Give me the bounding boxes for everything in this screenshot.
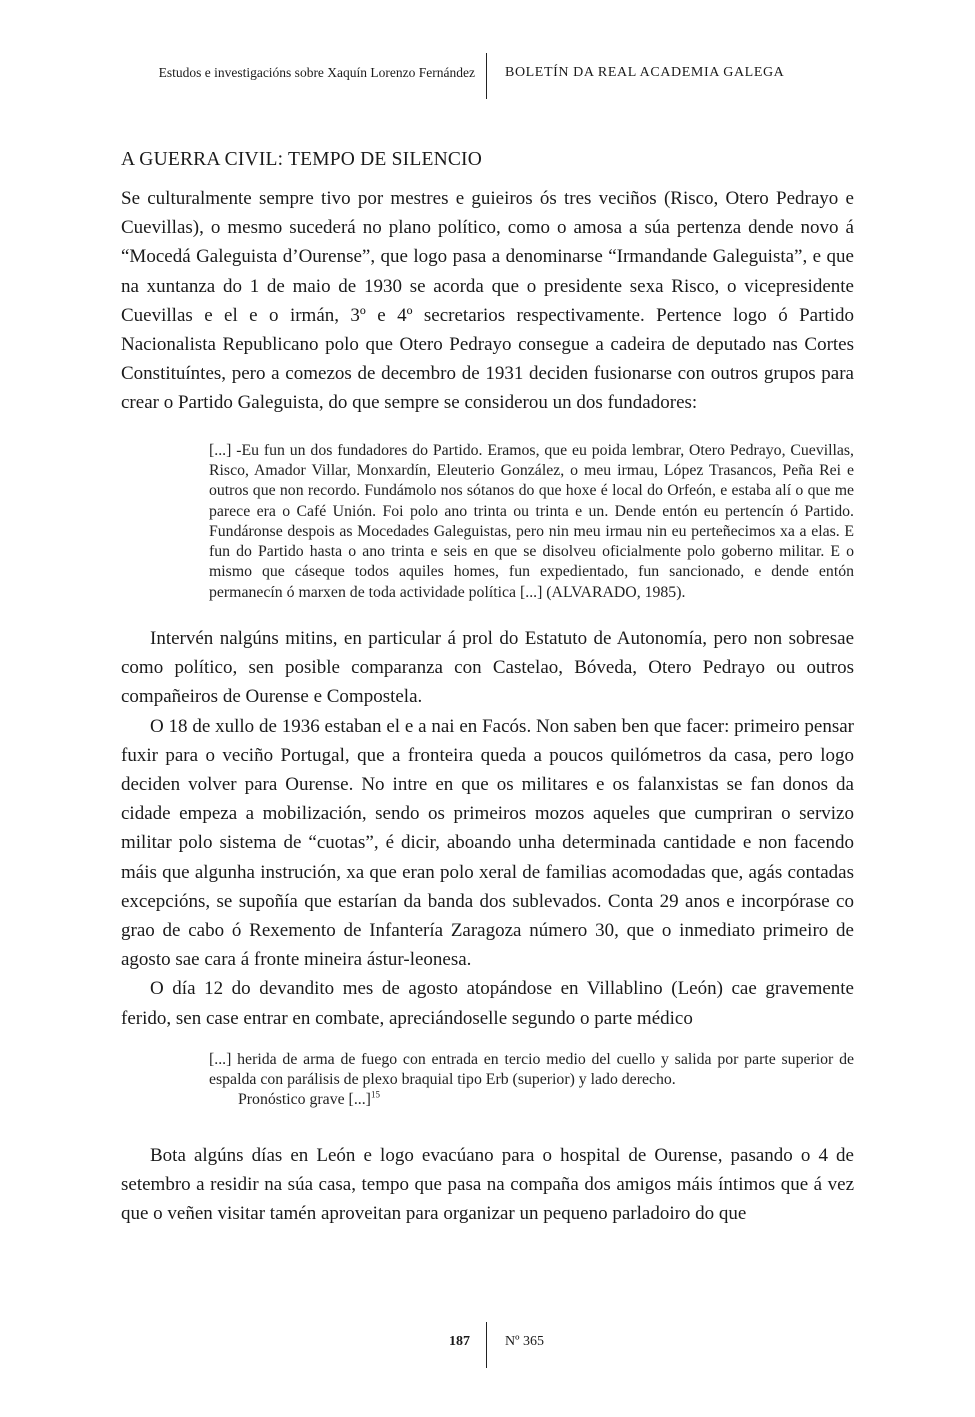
page-number: 187 (449, 1334, 470, 1349)
running-footer (0, 1322, 975, 1368)
block-quote-2-last-line (209, 1090, 854, 1110)
paragraph-5: Bota algúns días en León e logo evacúano para o hospital de Ourense, pasando o 4 de setembro a residir na súa casa, tempo que pasa na compaña dos amigos máis íntimos que á vez que o veñen visitar tamén aproveitan para organizar un pequeno parladoiro do que (121, 1144, 854, 1225)
page-body (121, 146, 854, 1228)
running-header (0, 53, 975, 99)
header-journal-title: BOLETÍN DA REAL ACADEMIA GALEGA (505, 65, 785, 80)
header-article-title: Estudos e investigacións sobre Xaquín Lorenzo Fernández (158, 65, 475, 80)
block-quote-2-last-text: Pronóstico grave [...] (238, 1091, 371, 1109)
header-divider (486, 53, 487, 99)
footer-divider (486, 1322, 487, 1368)
footnote-marker[interactable]: 15 (370, 1090, 380, 1101)
paragraph-4: O día 12 do devandito mes de agosto atopándose en Villablino (León) cae gravemente ferido, sen case entrar en combate, apreciándoselle segundo o parte médico (121, 978, 854, 1029)
block-quote-1-text: [...] -Eu fun un dos fundadores do Partido. Eramos, que eu poida lembrar, Otero Pedrayo, Cuevillas, Risco, Amador Villar, Monxardín, Eleuterio González, o meu irmau, López Trasancos, Peña Rei e outros que non recordo. Fundámolo nos sótanos do que hoxe é local do Orfeón, e estaba alí o que me parece era o Café Unión. Foi polo ano trinta ou trinta e un. Dende entón eu pertencín ó Partido. Fundáronse despois as Mocedades Galeguistas, pero nin meu irmau nin eu perteñecimos xa a elas. E fun do Partido hasta o ano trinta e seis en que se disolveu oficialmente polo goberno militar. E o mismo que cáseque todos aquiles homes, fun expedientado, fun sancionado, e dende entón permanecín ó marxen de toda actividade política [...] (ALVARADO, 1985). (209, 441, 854, 601)
block-quote-2 (209, 1050, 854, 1111)
block-quote-2-text: [...] herida de arma de fuego con entrada en tercio medio del cuello y salida por parte superior de espalda con parálisis de plexo braquial tipo Erb (superior) y lado derecho. (209, 1050, 854, 1089)
issue-number: Nº 365 (505, 1334, 544, 1349)
block-quote-1 (209, 441, 854, 603)
paragraph-3: O 18 de xullo de 1936 estaban el e a nai en Facós. Non saben ben que facer: primeiro pensar fuxir para o veciño Portugal, que a fronteira queda a poucos quilómetros da casa, pero logo deciden volver para Ourense. No intre en que os militares e os falanxistas se fan donos da cidade empeza a mobilización, sendo os primeiros mozos aqueles que cumpriran o servizo militar polo sistema de “cuotas”, é dicir, aboando unha determinada cantidade e non facendo máis que algunha instrución, xa que eran polo xeral de familias acomodadas que, agás contadas excepcións, se supoñía que estarían da banda dos sublevados. Conta 29 anos e incorpórase co grao de cabo ó Rexemento de Infantería Zaragoza número 30, que o inmediato primeiro de agosto sae cara á fronte mineira ástur-leonesa. (121, 715, 854, 971)
section-title: A GUERRA CIVIL: TEMPO DE SILENCIO (121, 149, 483, 170)
paragraph-2: Intervén nalgúns mitins, en particular á prol do Estatuto de Autonomía, pero non sobresae como político, sen posible comparanza con Castelao, Bóveda, Otero Pedrayo ou outros compañeiros de Ourense e Compostela. (121, 628, 854, 708)
paragraph-1: Se culturalmente sempre tivo por mestres e guieiros ós tres veciños (Risco, Otero Pedrayo e Cuevillas), o mesmo sucederá no plano político, como o amosa a súa pertenza dende novo á “Mocedá Galeguista d’Ourense”, que logo pasa a denominarse “Irmandande Galeguista”, e que na xuntanza do 1 de maio de 1930 se acorda que o presidente sexa Risco, o vicepresidente Cuevillas e el e o irmán, 3º e 4º secretarios respectivamente. Pertence logo ó Partido Nacionalista Republicano polo que Otero Pedrayo consegue a cadeira de deputado nas Cortes Constituíntes, pero a comezos de decembro de 1931 deciden fusionarse con outros grupos para crear o Partido Galeguista, do que sempre se considerou un dos fundadores: (121, 188, 854, 414)
